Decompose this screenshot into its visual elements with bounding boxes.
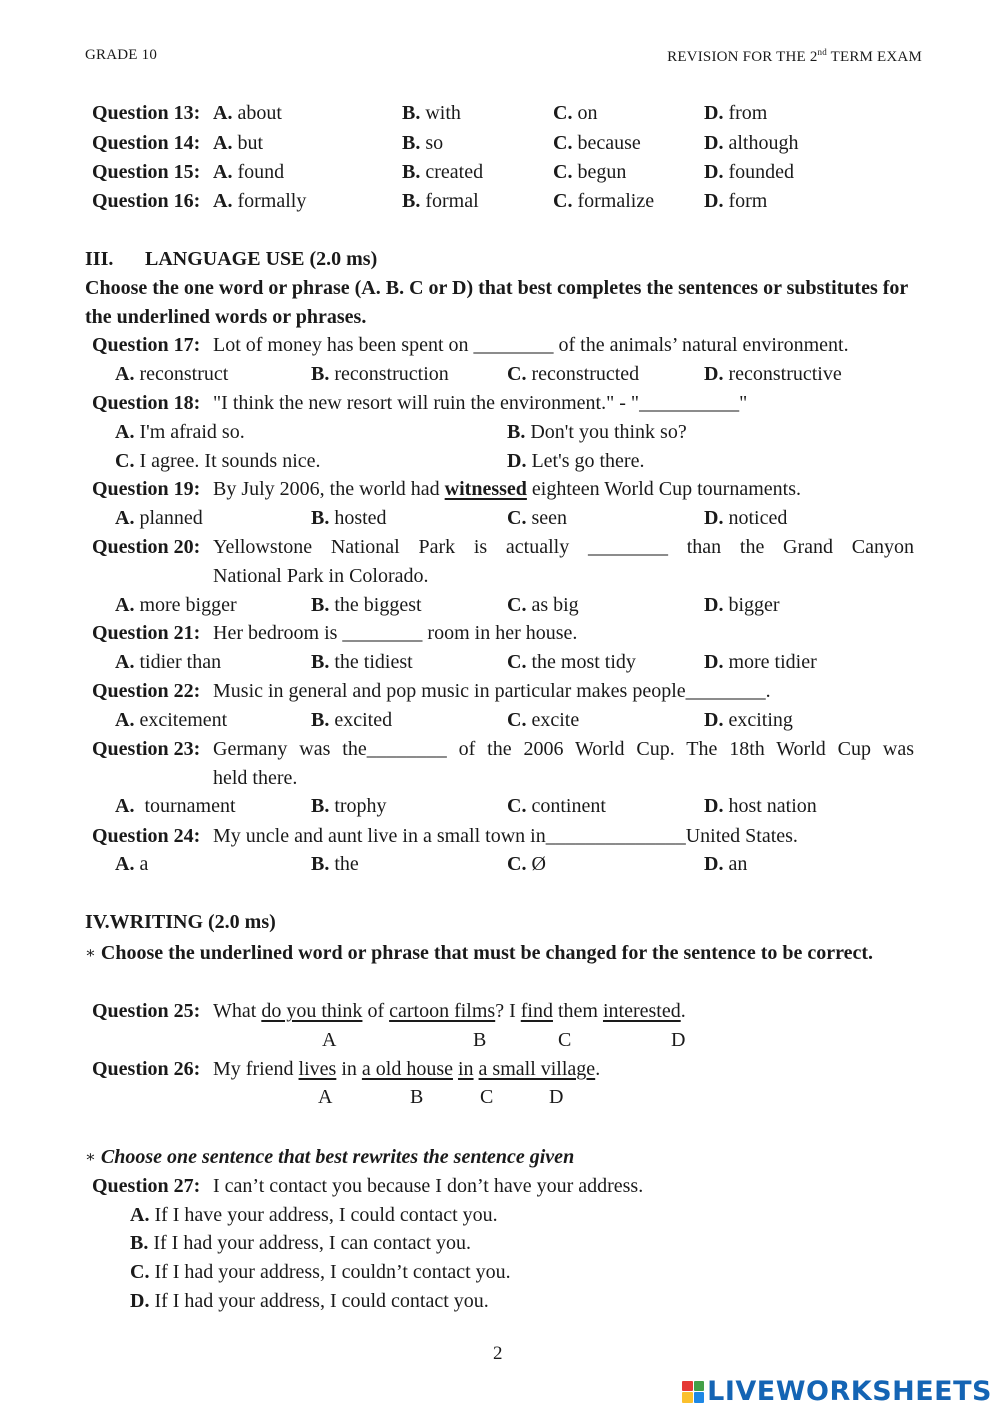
- liveworksheets-logo-icon: [682, 1381, 704, 1403]
- question-label: Question 14:: [92, 132, 201, 154]
- q21-option-a[interactable]: A. tidier than: [115, 651, 222, 673]
- underlined-b: a old house: [361, 1058, 453, 1080]
- question-21-label: Question 21:: [92, 622, 201, 644]
- question-19-text: By July 2006, the world had witnessed eighteen World Cup tournaments.: [213, 478, 801, 500]
- option-d[interactable]: D. although: [704, 132, 799, 154]
- q27-option-c[interactable]: C. If I had your address, I couldn’t contact you.: [130, 1261, 511, 1283]
- q22-option-b[interactable]: B. excited: [311, 709, 393, 731]
- underlined-c: in: [457, 1058, 474, 1080]
- question-24-label: Question 24:: [92, 825, 201, 847]
- q18-option-d[interactable]: D. Let's go there.: [507, 450, 645, 472]
- question-22-label: Question 22:: [92, 680, 201, 702]
- q19-option-b[interactable]: B. hosted: [311, 507, 387, 529]
- q21-option-d[interactable]: D. more tidier: [704, 651, 817, 673]
- option-b[interactable]: B. created: [402, 161, 484, 183]
- q25-letter-c[interactable]: C: [558, 1029, 572, 1051]
- q24-option-a[interactable]: A. a: [115, 853, 149, 875]
- option-d[interactable]: D. form: [704, 190, 768, 212]
- q27-option-d[interactable]: D. If I had your address, I could contact you.: [130, 1290, 489, 1312]
- q22-option-c[interactable]: C. excite: [507, 709, 580, 731]
- question-22-text: Music in general and pop music in particular makes people________.: [213, 680, 771, 702]
- q26-letter-a[interactable]: A: [318, 1086, 333, 1108]
- page-number: 2: [493, 1343, 503, 1364]
- liveworksheets-logo[interactable]: [682, 1376, 992, 1407]
- question-23-text-line1: Germany was the________ of the 2006 World Cup. The 18th World Cup was: [213, 738, 914, 760]
- option-d[interactable]: D. founded: [704, 161, 794, 183]
- question-label: Question 16:: [92, 190, 201, 212]
- q20-option-a[interactable]: A. more bigger: [115, 594, 237, 616]
- question-20-label: Question 20:: [92, 536, 201, 558]
- question-25-text: What do you think of cartoon films? I find them interested.: [213, 1000, 686, 1022]
- question-27-label: Question 27:: [92, 1175, 201, 1197]
- question-26-text: My friend lives in a old house in a small village.: [213, 1058, 601, 1080]
- q17-option-a[interactable]: A. reconstruct: [115, 363, 229, 385]
- underlined-word: witnessed: [444, 478, 527, 500]
- q19-option-c[interactable]: C. seen: [507, 507, 567, 529]
- underlined-a: do you think: [261, 1000, 363, 1022]
- option-c[interactable]: C. begun: [553, 161, 627, 183]
- question-18-text: "I think the new resort will ruin the environment." - "__________": [213, 392, 748, 414]
- q26-letter-d[interactable]: D: [549, 1086, 564, 1108]
- option-a[interactable]: A. formally: [213, 190, 307, 212]
- question-26-label: Question 26:: [92, 1058, 201, 1080]
- bullet-star-icon: ∗: [85, 945, 96, 962]
- option-b[interactable]: B. with: [402, 102, 461, 124]
- q24-option-d[interactable]: D. an: [704, 853, 748, 875]
- underlined-b: cartoon films: [389, 1000, 496, 1022]
- q25-letter-b[interactable]: B: [473, 1029, 487, 1051]
- logo-text: LIVEWORKSHEETS: [707, 1376, 992, 1407]
- question-20-text-line2: National Park in Colorado.: [213, 565, 429, 587]
- option-b[interactable]: B. formal: [402, 190, 479, 212]
- question-label: Question 13:: [92, 102, 201, 124]
- q22-option-a[interactable]: A. excitement: [115, 709, 228, 731]
- q26-letter-b[interactable]: B: [410, 1086, 424, 1108]
- q25-letter-d[interactable]: D: [671, 1029, 686, 1051]
- q23-option-c[interactable]: C. continent: [507, 795, 606, 817]
- question-25-label: Question 25:: [92, 1000, 201, 1022]
- option-a[interactable]: A. about: [213, 102, 282, 124]
- q20-option-d[interactable]: D. bigger: [704, 594, 780, 616]
- option-d[interactable]: D. from: [704, 102, 768, 124]
- option-c[interactable]: C. because: [553, 132, 641, 154]
- q26-letter-c[interactable]: C: [480, 1086, 494, 1108]
- option-b[interactable]: B. so: [402, 132, 444, 154]
- q20-option-b[interactable]: B. the biggest: [311, 594, 422, 616]
- header-grade: GRADE 10: [85, 47, 158, 63]
- section-4-instruction-2: ∗ Choose one sentence that best rewrites the sentence given: [85, 1146, 575, 1168]
- question-18-label: Question 18:: [92, 392, 201, 414]
- option-c[interactable]: C. on: [553, 102, 598, 124]
- question-label: Question 15:: [92, 161, 201, 183]
- q23-option-a[interactable]: A. tournament: [115, 795, 236, 817]
- q20-option-c[interactable]: C. as big: [507, 594, 579, 616]
- q27-option-a[interactable]: A. If I have your address, I could contact you.: [130, 1204, 498, 1226]
- question-19-label: Question 19:: [92, 478, 201, 500]
- q24-option-c[interactable]: C. Ø: [507, 853, 546, 875]
- question-17-label: Question 17:: [92, 334, 201, 356]
- q21-option-c[interactable]: C. the most tidy: [507, 651, 636, 673]
- q18-option-b[interactable]: B. Don't you think so?: [507, 421, 687, 443]
- question-23-label: Question 23:: [92, 738, 201, 760]
- header-title: REVISION FOR THE 2nd TERM EXAM: [667, 47, 922, 65]
- option-a[interactable]: A. found: [213, 161, 285, 183]
- question-23-text-line2: held there.: [213, 767, 298, 789]
- q23-option-d[interactable]: D. host nation: [704, 795, 817, 817]
- section-instruction: Choose the one word or phrase (A. B. C or D) that best completes the sentences or substitutes for the underlined words or phrases.: [85, 277, 908, 328]
- option-c[interactable]: C. formalize: [553, 190, 655, 212]
- q19-option-d[interactable]: D. noticed: [704, 507, 788, 529]
- section-number: III.: [85, 248, 114, 270]
- underlined-d: interested: [602, 1000, 681, 1022]
- q17-option-b[interactable]: B. reconstruction: [311, 363, 449, 385]
- q22-option-d[interactable]: D. exciting: [704, 709, 793, 731]
- question-24-text: My uncle and aunt live in a small town in______________United States.: [213, 825, 798, 847]
- q21-option-b[interactable]: B. the tidiest: [311, 651, 413, 673]
- question-20-text-line1: Yellowstone National Park is actually ________ than the Grand Canyon: [213, 536, 914, 558]
- bullet-star-icon: ∗: [85, 1149, 96, 1166]
- q17-option-d[interactable]: D. reconstructive: [704, 363, 842, 385]
- section-title: LANGUAGE USE (2.0 ms): [145, 248, 378, 270]
- underlined-a: lives: [298, 1058, 337, 1080]
- q23-option-b[interactable]: B. trophy: [311, 795, 387, 817]
- question-17-text: Lot of money has been spent on ________ of the animals’ natural environment.: [213, 334, 849, 356]
- question-21-text: Her bedroom is ________ room in her house.: [213, 622, 578, 644]
- q17-option-c[interactable]: C. reconstructed: [507, 363, 640, 385]
- underlined-c: find: [520, 1000, 553, 1022]
- underlined-d: a small village: [478, 1058, 596, 1080]
- q18-option-a[interactable]: A. I'm afraid so.: [115, 421, 245, 443]
- q27-option-b[interactable]: B. If I had your address, I can contact you.: [130, 1232, 471, 1254]
- q18-option-c[interactable]: C. I agree. It sounds nice.: [115, 450, 321, 472]
- question-27-text: I can’t contact you because I don’t have your address.: [213, 1175, 644, 1197]
- q19-option-a[interactable]: A. planned: [115, 507, 203, 529]
- q25-letter-a[interactable]: A: [322, 1029, 337, 1051]
- option-a[interactable]: A. but: [213, 132, 264, 154]
- section-4-title: IV.WRITING (2.0 ms): [85, 911, 276, 933]
- q24-option-b[interactable]: B. the: [311, 853, 359, 875]
- section-4-instruction-1: ∗ Choose the underlined word or phrase that must be changed for the sentence to be correct.: [85, 942, 874, 964]
